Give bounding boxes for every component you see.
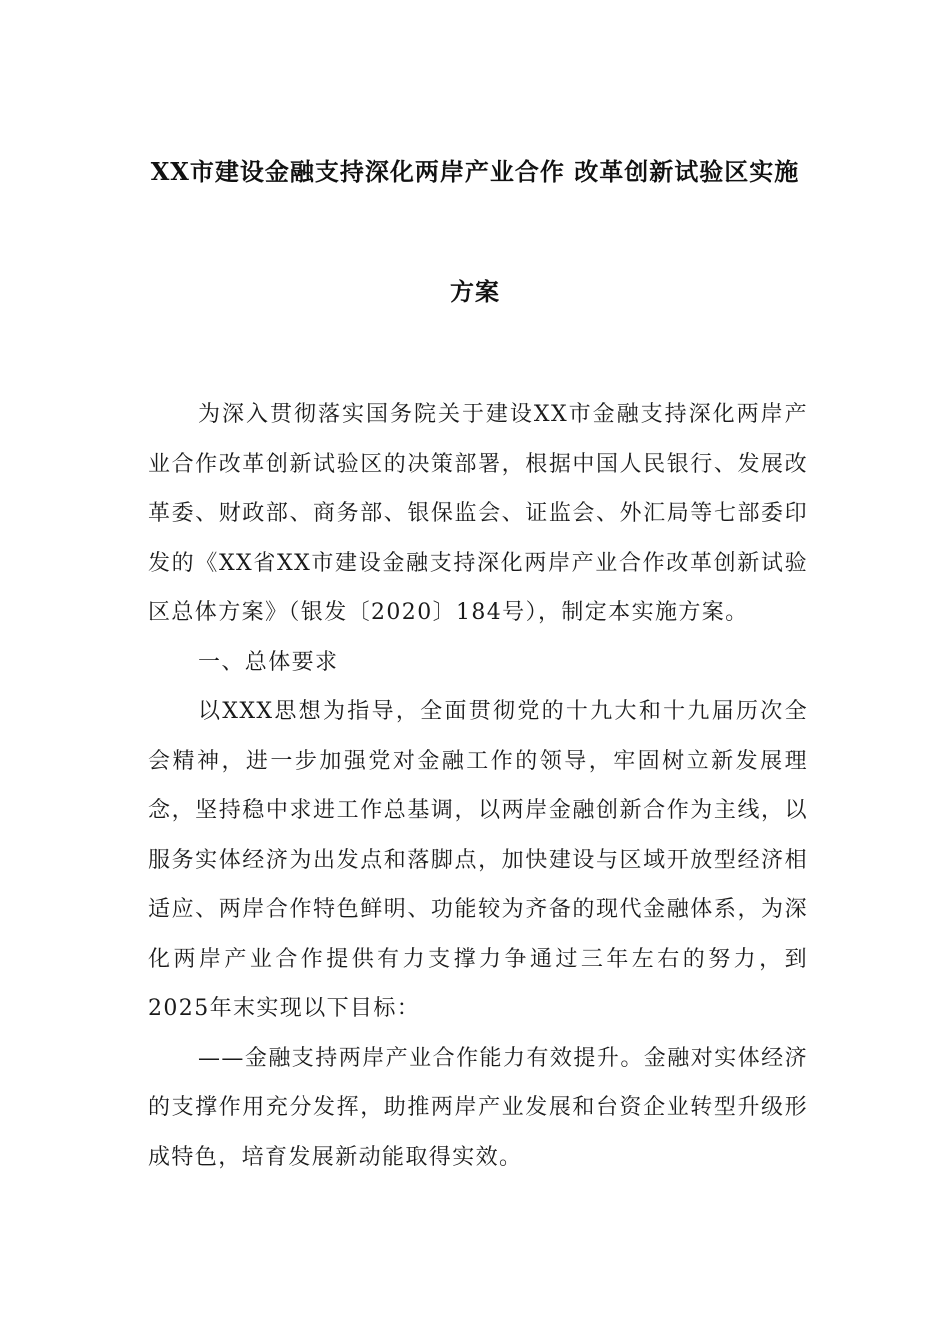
paragraph-intro: 为深入贯彻落实国务院关于建设XX市金融支持深化两岸产业合作改革创新试验区的决策部署，根据中国人民银行、发展改革委、财政部、商务部、银保监会、证监会、外汇局等七部委印发的《XX省XX市建设金融支持深化两岸产业合作改革创新试验区总体方案》（银发〔2020〕184号），制定本实施方案。 [148,402,808,625]
paragraph-goal-1: ——金融支持两岸产业合作能力有效提升。金融对实体经济的支撑作用充分发挥，助推两岸产业发展和台资企业转型升级形成特色，培育发展新动能取得实效。 [148,1045,808,1170]
document-body [148,390,808,1182]
paragraph-guiding-thought: 以XXX思想为指导，全面贯彻党的十九大和十九届历次全会精神，进一步加强党对金融工作的领导，牢固树立新发展理念，坚持稳中求进工作总基调，以两岸金融创新合作为主线，以服务实体经济为出发点和落脚点，加快建设与区域开放型经济相适应、两岸合作特色鲜明、功能较为齐备的现代金融体系，为深化两岸产业合作提供有力支撑力争通过三年左右的努力，到2025年末实现以下目标： [148,699,808,1021]
document-title-line-2: 方案 [450,277,500,306]
document-title-line-1: XX市建设金融支持深化两岸产业合作 改革创新试验区实施 [150,157,800,186]
section-heading-general-requirements: 一、总体要求 [198,649,339,675]
